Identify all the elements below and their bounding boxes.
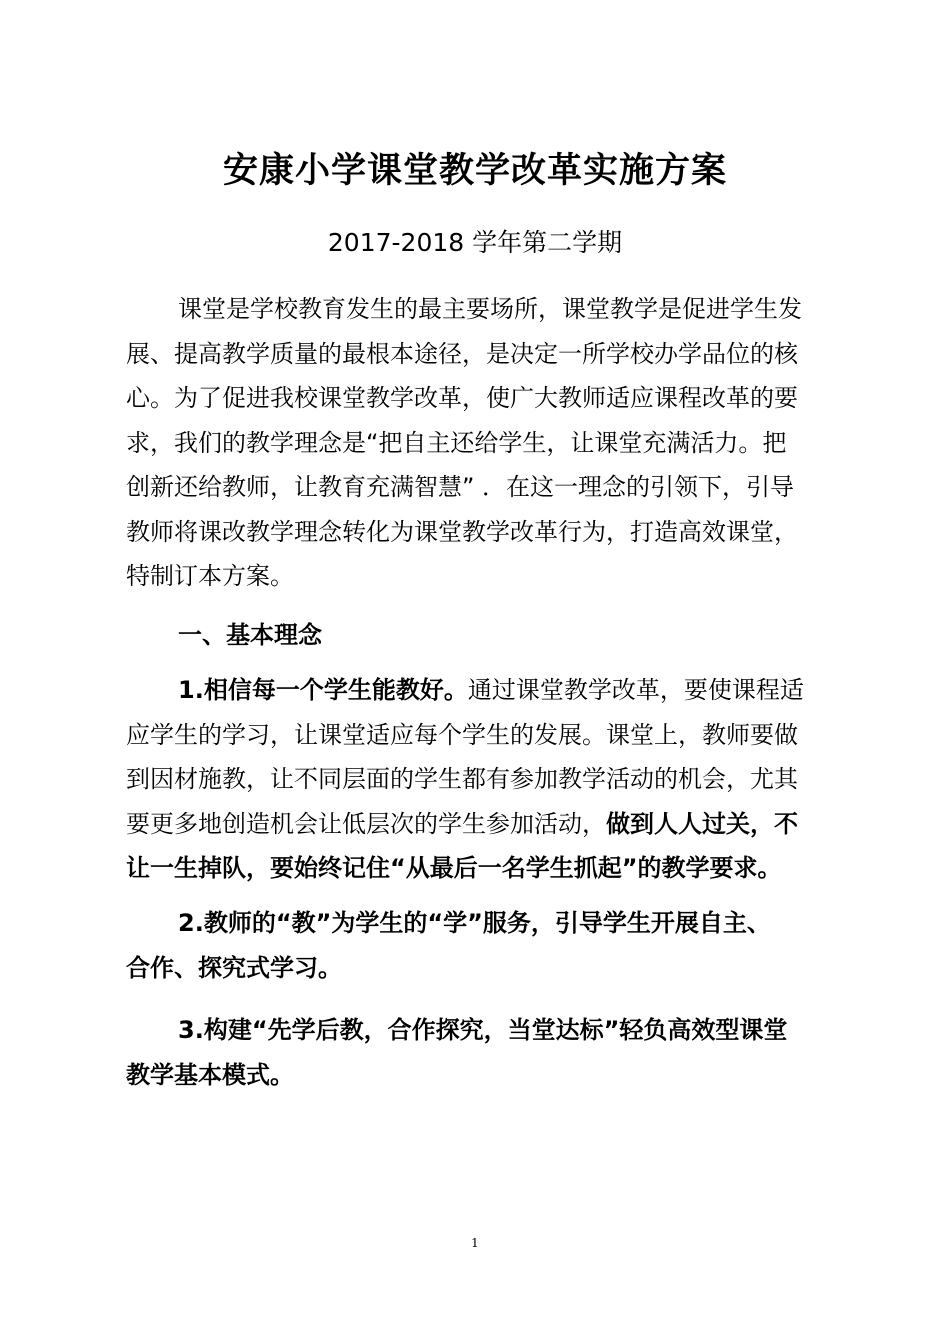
item-3-line: 3.构建“先学后教，合作探究，当堂达标”轻负高效型课堂 bbox=[178, 1016, 788, 1044]
intro-line: 展、提高教学质量的最根本途径，是决定一所学校办学品位的核 bbox=[126, 339, 798, 368]
item-1-line: 让一生掉队，要始终记住“从最后一名学生抓起”的教学要求。 bbox=[126, 854, 782, 882]
item-3-paragraph bbox=[126, 1008, 840, 1097]
section-heading: 一、基本理念 bbox=[178, 621, 322, 649]
intro-line: 创新还给教师，让教育充满智慧” ．在这一理念的引领下，引导 bbox=[126, 473, 795, 501]
intro-paragraph bbox=[126, 287, 840, 599]
intro-line: 心。为了促进我校课堂教学改革，使广大教师适应课程改革的要 bbox=[126, 384, 798, 412]
intro-line: 课堂是学校教育发生的最主要场所，课堂教学是促进学生发 bbox=[178, 295, 802, 323]
item-3-line: 教学基本模式。 bbox=[126, 1060, 294, 1089]
item-1-line: 1.相信每一个学生能教好。通过课堂教学改革，要使课程适 bbox=[178, 676, 804, 704]
item-1-line: 应学生的学习，让课堂适应每个学生的发展。课堂上，教师要做 bbox=[126, 720, 798, 749]
intro-line: 求，我们的教学理念是“把自主还给学生，让课堂充满活力。把 bbox=[126, 428, 787, 457]
intro-line: 教师将课改教学理念转化为课堂教学改革行为，打造高效课堂， bbox=[126, 517, 798, 546]
item-2-line: 合作、探究式学习。 bbox=[126, 953, 342, 982]
item-1-lead: 1.相信每一个学生能教好。 bbox=[178, 676, 468, 704]
intro-line: 特制订本方案。 bbox=[126, 562, 294, 590]
item-2-paragraph bbox=[126, 901, 840, 990]
page-number: 1 bbox=[471, 1236, 479, 1250]
item-1-line: 要更多地创造机会让低层次的学生参加活动，做到人人过关，不 bbox=[126, 809, 798, 838]
item-1-paragraph bbox=[126, 668, 840, 891]
document-title: 安康小学课堂教学改革实施方案 bbox=[222, 151, 727, 191]
item-1-line: 到因材施教，让不同层面的学生都有参加教学活动的机会，尤其 bbox=[126, 765, 798, 793]
document-subtitle: 2017-2018 学年第二学期 bbox=[327, 228, 623, 257]
item-2-line: 2.教师的“教”为学生的“学”服务，引导学生开展自主、 bbox=[178, 909, 771, 937]
